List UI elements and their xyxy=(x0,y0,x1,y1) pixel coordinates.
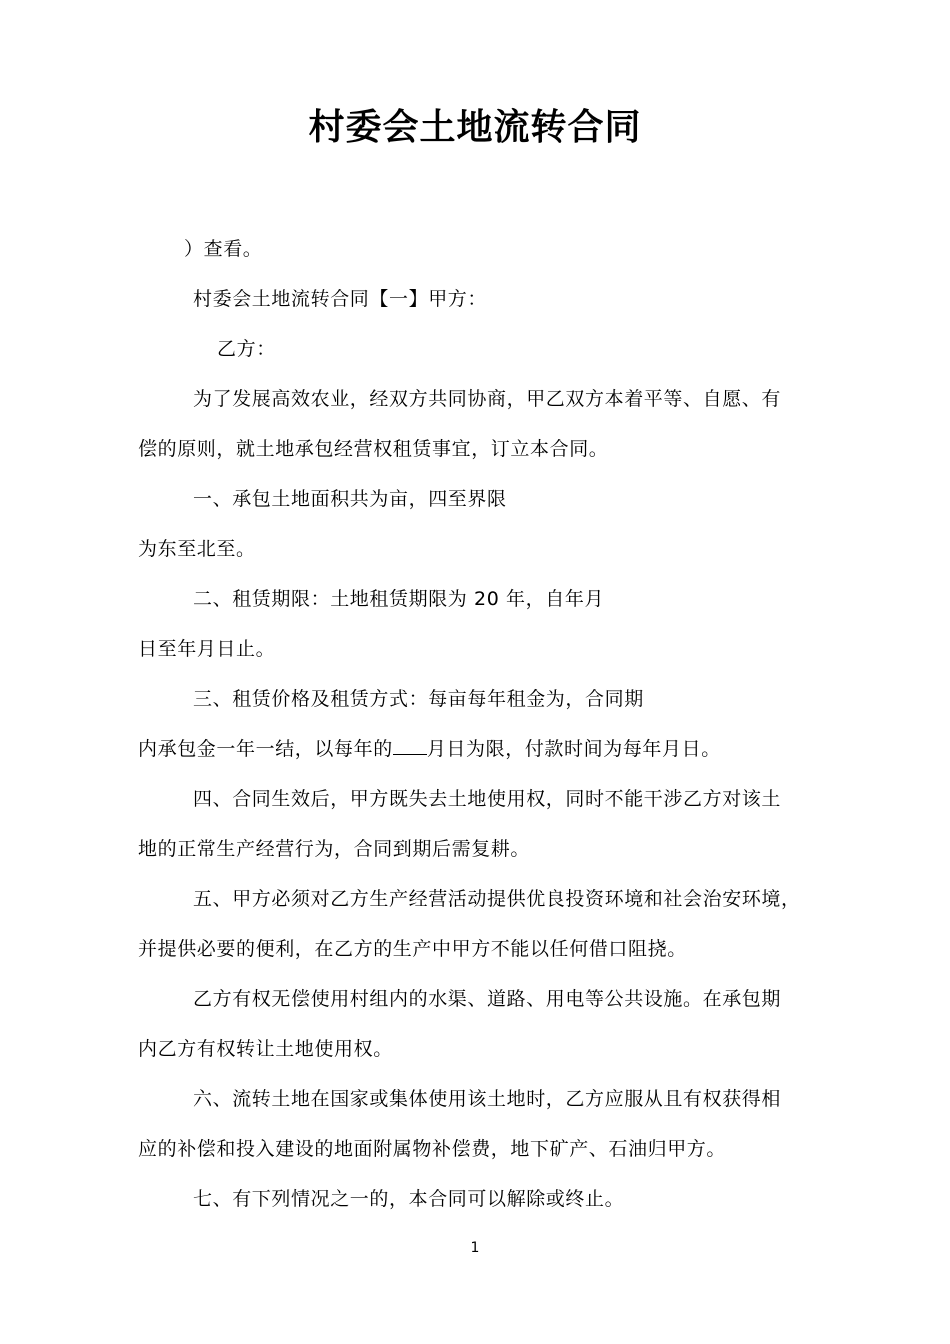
text-line: 一、承包土地面积共为亩，四至界限 xyxy=(193,488,507,510)
text-line: 四、合同生效后，甲方既失去土地使用权，同时不能干涉乙方对该土 xyxy=(193,788,782,810)
fill-in-blank xyxy=(393,736,427,755)
text-line: 为东至北至。 xyxy=(138,538,256,560)
document-title: 村委会土地流转合同 xyxy=(308,107,642,148)
text-line: 日至年月日止。 xyxy=(138,638,276,660)
text-line: 乙方： xyxy=(217,338,276,360)
text-line: 三、租赁价格及租赁方式：每亩每年租金为，合同期 xyxy=(193,688,644,710)
text-line: 为了发展高效农业，经双方共同协商，甲乙双方本着平等、自愿、有 xyxy=(193,388,782,410)
text-line: 内乙方有权转让土地使用权。 xyxy=(138,1038,393,1060)
text-line: 应的补偿和投入建设的地面附属物补偿费，地下矿产、石油归甲方。 xyxy=(138,1138,727,1160)
text-line: 二、租赁期限：土地租赁期限为 20 年，自年月 xyxy=(193,588,605,610)
payment-line xyxy=(138,736,721,762)
text-line: 村委会土地流转合同【一】甲方： xyxy=(193,288,488,310)
text-line: 乙方有权无偿使用村组内的水渠、道路、用电等公共设施。在承包期 xyxy=(193,988,782,1010)
text-line: ）查看。 xyxy=(184,238,263,260)
text-line: 七、有下列情况之一的，本合同可以解除或终止。 xyxy=(193,1188,625,1210)
text-line: 地的正常生产经营行为，合同到期后需复耕。 xyxy=(138,838,531,860)
text-line: 并提供必要的便利，在乙方的生产中甲方不能以任何借口阻挠。 xyxy=(138,938,687,960)
payment-line-end: 月日为限，付款时间为每年月日。 xyxy=(426,738,721,760)
payment-line-start: 内承包金一年一结，以每年的 xyxy=(138,738,393,760)
text-line: 六、流转土地在国家或集体使用该土地时，乙方应服从且有权获得相 xyxy=(193,1088,782,1110)
page-number: 1 xyxy=(470,1240,480,1256)
text-line: 偿的原则，就土地承包经营权租赁事宜，订立本合同。 xyxy=(138,438,609,460)
text-line: 五、甲方必须对乙方生产经营活动提供优良投资环境和社会治安环境， xyxy=(193,888,801,910)
